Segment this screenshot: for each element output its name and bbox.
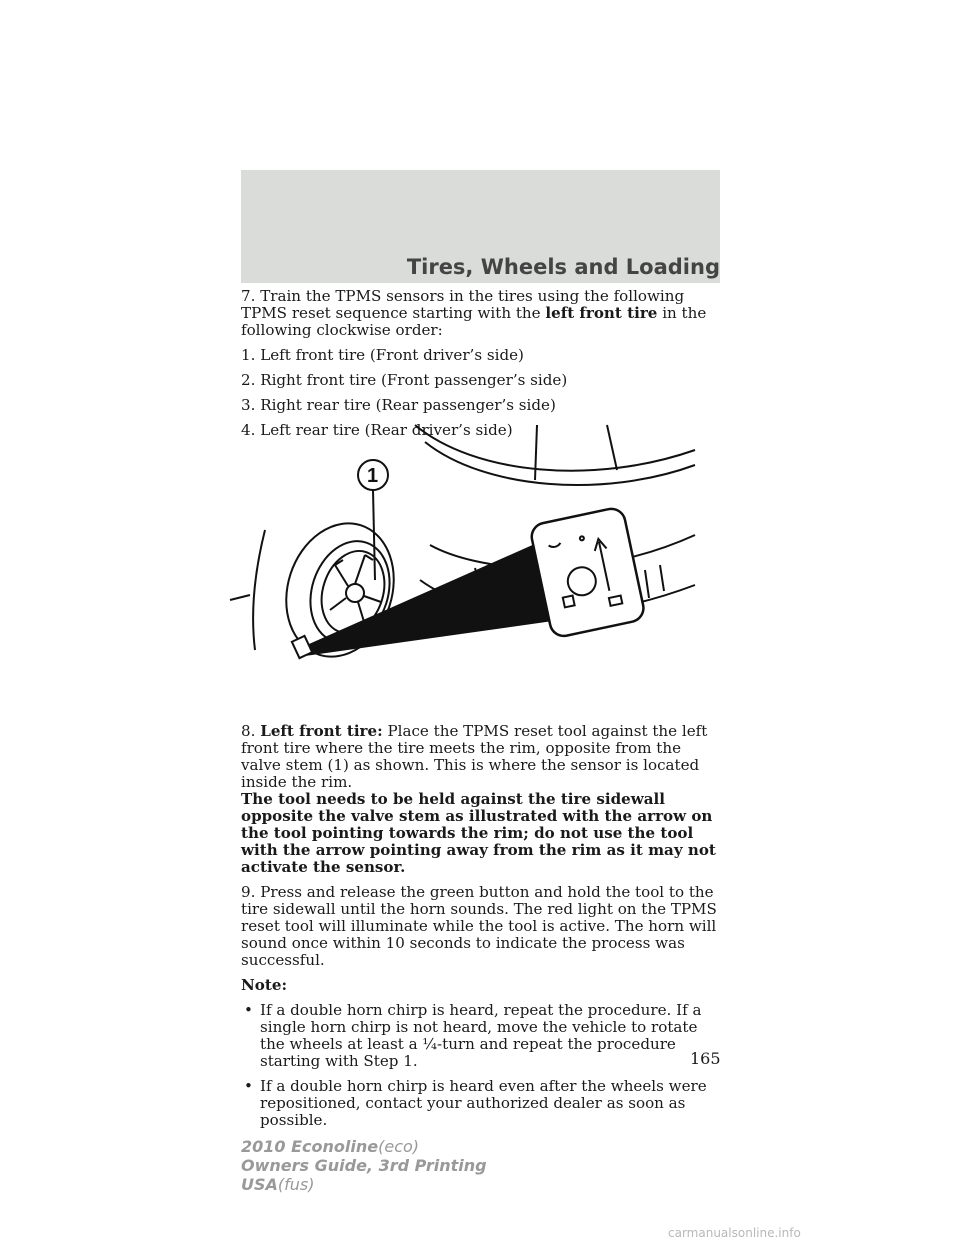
note-label: Note:: [241, 976, 288, 994]
tpms-reset-tool-illustration: [225, 420, 705, 660]
page-number: 165: [690, 1049, 721, 1068]
footer-line-1: 2010 Econoline(eco): [241, 1137, 420, 1156]
sequence-item-1: 1. Left front tire (Front driver’s side): [241, 346, 524, 364]
watermark: carmanualsonline.info: [668, 1226, 801, 1240]
sequence-item-2: 2. Right front tire (Front passenger’s side): [241, 371, 568, 389]
step-8-warning: The tool needs to be held against the tire sidewall opposite the valve stem as illustrated with the arrow on the tool pointing towards the rim; do not use the tool with the arrow pointing away from the rim as it may not activate the sensor.: [241, 790, 716, 876]
page-body: [241, 288, 721, 1137]
step-7-intro: 7. Train the TPMS sensors in the tires using the following TPMS reset sequence starting with the left front tire in the following clockwise order:: [241, 287, 707, 339]
note-bullet-2: • If a double horn chirp is heard even after the wheels were repositioned, contact your authorized dealer as soon as possible.: [244, 1077, 707, 1129]
note-bullet-1: • If a double horn chirp is heard, repeat the procedure. If a single horn chirp is not heard, move the vehicle to rotate the wheels at least a ¼-turn and repeat the procedure starting with Step 1.: [244, 1001, 702, 1070]
section-header-band: [241, 170, 720, 283]
sequence-item-3: 3. Right rear tire (Rear passenger’s side): [241, 396, 556, 414]
callout-number: 1: [367, 465, 379, 487]
step-8-text: 8. Left front tire: Place the TPMS reset tool against the left front tire where the tire meets the rim, opposite from the valve stem (1) as shown. This is where the sensor is located inside the rim.: [241, 722, 708, 791]
footer-line-3: USA(fus): [241, 1175, 315, 1194]
document-footer: [241, 1137, 487, 1194]
footer-line-2: Owners Guide, 3rd Printing: [241, 1156, 487, 1175]
step-7-emphasis: left front tire: [545, 304, 658, 322]
step-9-text: 9. Press and release the green button and hold the tool to the tire sidewall until the horn sounds. The red light on the TPMS reset tool will illuminate while the tool is active. The horn will sound once within 10 seconds to indicate the process was successful.: [241, 883, 717, 969]
section-title: Tires, Wheels and Loading: [406, 255, 720, 279]
sequence-item-4: 4. Left rear tire (Rear driver’s side): [241, 421, 513, 439]
step-8-lead: Left front tire:: [260, 722, 383, 740]
